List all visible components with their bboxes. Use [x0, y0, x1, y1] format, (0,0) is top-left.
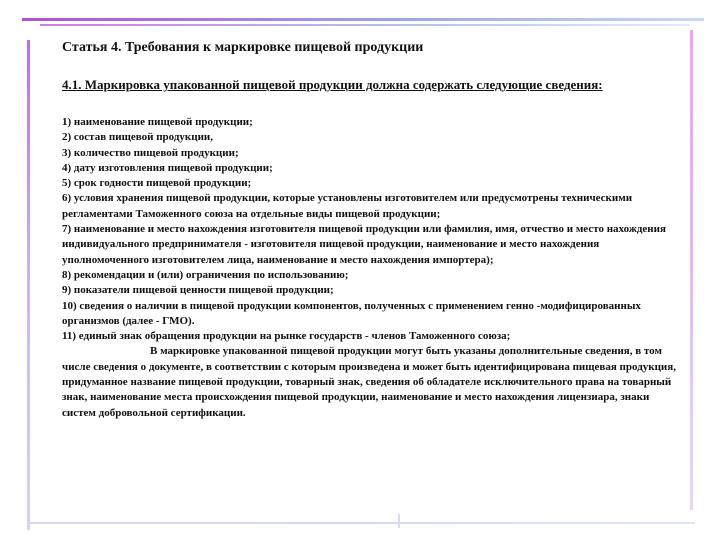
list-item: 4) дату изготовления пищевой продукции;	[62, 161, 273, 174]
supplementary-paragraph: В маркировке упакованной пищевой продукции могут быть указаны дополнительные сведения, в том числе сведения о документе, в соответствии с которым произведена и может быть идентифицирована пищевая продукция, придуманное название пищевой продукции, товарный знак, сведения об обладателе исключительного права на товарный знак, наименование места происхождения пищевой продукции, наименование и место нахождения лицензиара, знаки систем добровольной сертификации.	[62, 345, 676, 419]
list-item: 9) показатели пищевой ценности пищевой продукции;	[62, 284, 334, 297]
list-item: 10) сведения о наличии в пищевой продукции компонентов, полученных с применением генно -модифицированных организмов (далее - ГМО).	[62, 299, 641, 327]
list-item: 8) рекомендации и (или) ограничения по использованию;	[62, 268, 349, 281]
requirements-list	[62, 115, 682, 421]
list-item: 6) условия хранения пищевой продукции, которые установлены изготовителем или предусмотрены техническими регламентами Таможенного союза на отдельные виды пищевой продукции;	[62, 192, 633, 220]
frame-top-inner-line	[40, 24, 690, 26]
frame-left-line	[27, 40, 30, 530]
page-title: Статья 4. Требования к маркировке пищевой продукции	[62, 40, 424, 55]
list-item: 2) состав пищевой продукции,	[62, 131, 214, 144]
list-item: 5) срок годности пищевой продукции;	[62, 177, 252, 190]
frame-right-line	[690, 30, 693, 510]
list-item: 7) наименование и место нахождения изготовителя пищевой продукции или фамилия, имя, отчество и место нахождения индивидуального предпринимателя - изготовителя пищевой продукции, наименование и место нахождения уполномоченного изготовителем лица, наименование и место нахождения импортера);	[62, 223, 666, 266]
list-item: 1) наименование пищевой продукции;	[62, 116, 253, 128]
list-item: 11) единый знак обращения продукции на рынке государств - членов Таможенного союза;	[62, 330, 511, 343]
frame-bottom-tick	[398, 514, 400, 528]
frame-top-line	[22, 18, 704, 21]
list-item: 3) количество пищевой продукции;	[62, 146, 239, 159]
section-subheading: 4.1. Маркировка упакованной пищевой продукции должна содержать следующие сведения:	[62, 77, 603, 92]
frame-bottom-line	[30, 522, 695, 524]
